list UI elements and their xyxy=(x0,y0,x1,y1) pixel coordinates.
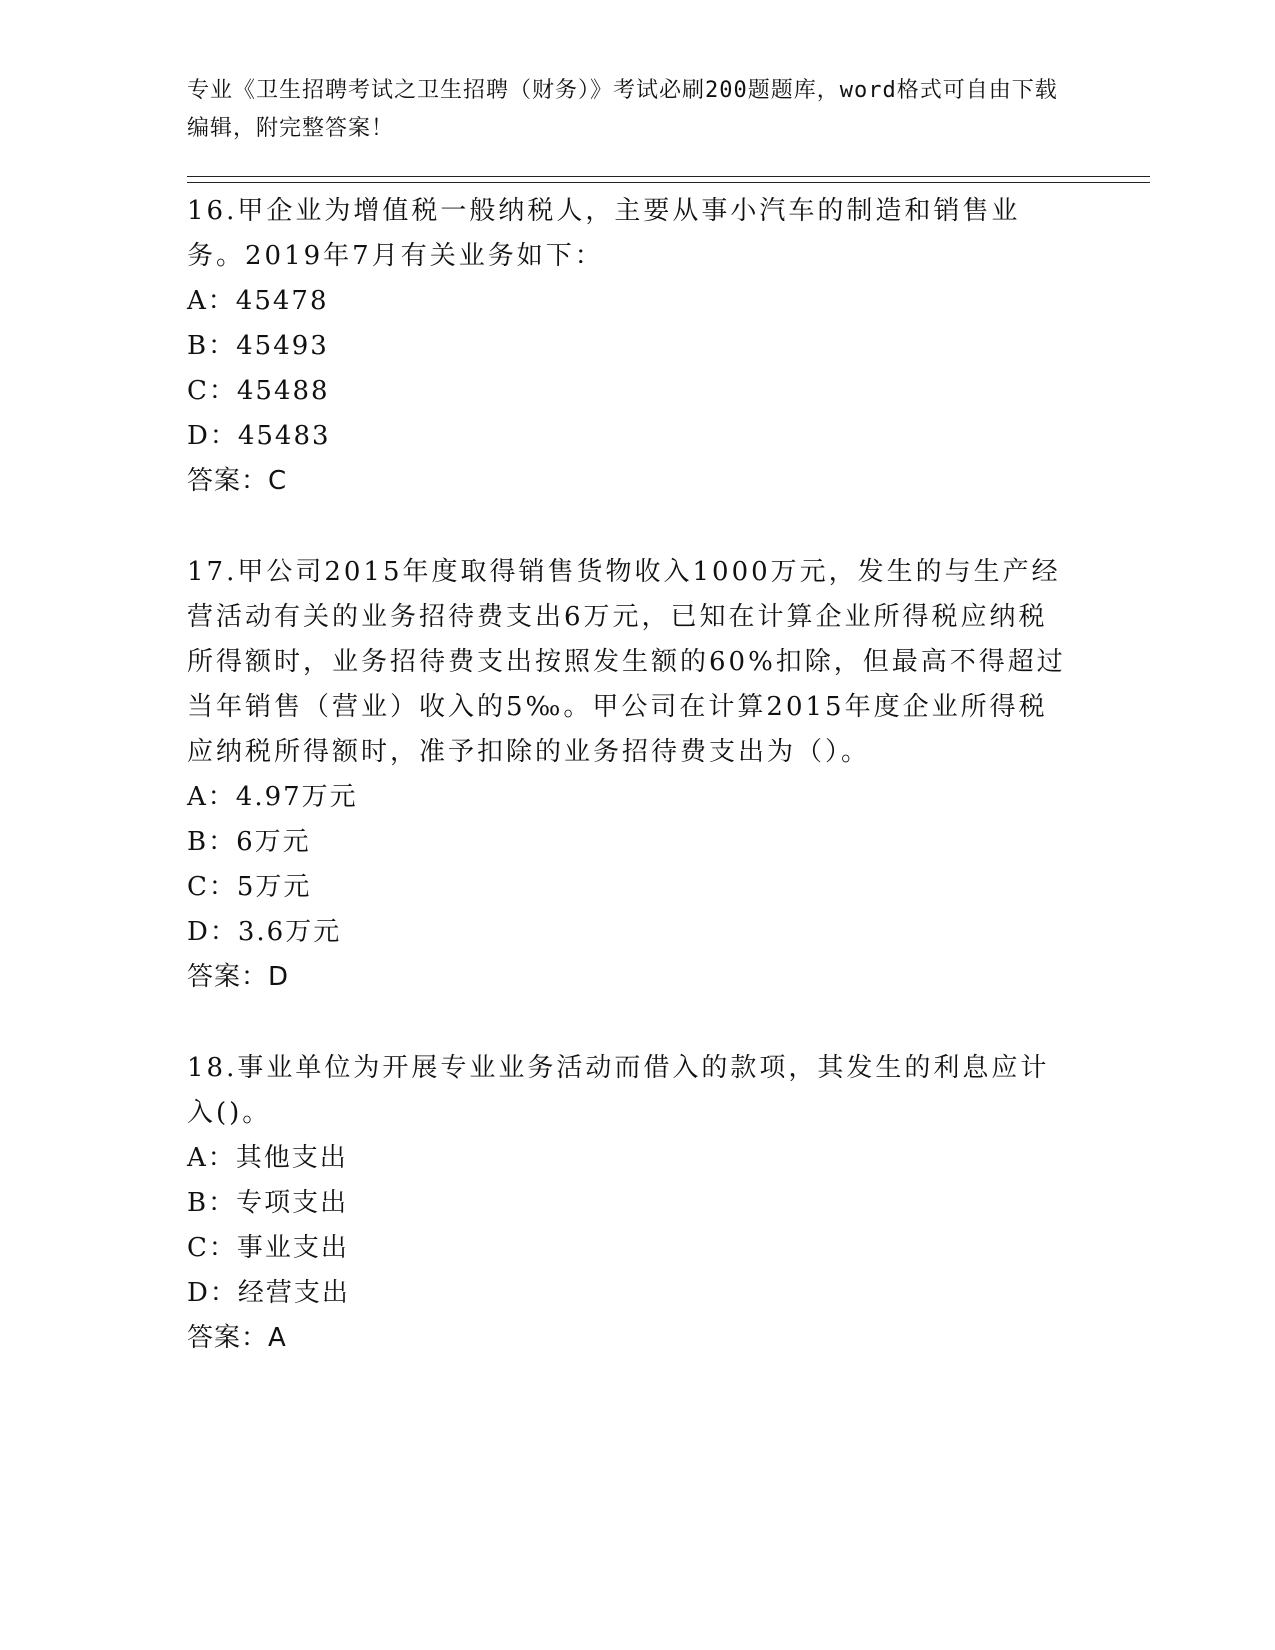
option-b: B：45493 xyxy=(187,331,329,361)
answer-line: 答案：C xyxy=(187,466,288,496)
option-c: C：45488 xyxy=(187,376,330,406)
question-stem: 16.甲企业为增值税一般纳税人，主要从事小汽车的制造和销售业务。2019年7月有关业务如下： xyxy=(187,196,1021,271)
option-b: B：专项支出 xyxy=(187,1188,349,1218)
option-d: D：45483 xyxy=(187,421,331,451)
document-header: 专业《卫生招聘考试之卫生招聘（财务）》考试必刷200题题库，word格式可自由下载编辑，附完整答案！ xyxy=(187,78,1058,141)
option-a: A：4.97万元 xyxy=(187,782,358,812)
question-stem: 17.甲公司2015年度取得销售货物收入1000万元，发生的与生产经营活动有关的业务招待费支出6万元，已知在计算企业所得税应纳税所得额时，业务招待费支出按照发生额的60%扣除，但最高不得超过当年销售（营业）收入的5‰。甲公司在计算2015年度企业所得税应纳税所得额时，准予扣除的业务招待费支出为（）。 xyxy=(187,557,1066,767)
header-divider-top xyxy=(187,176,1150,177)
header-divider-bottom xyxy=(187,182,1150,183)
option-c: C：事业支出 xyxy=(187,1233,349,1263)
option-c: C：5万元 xyxy=(187,872,312,902)
option-d: D：经营支出 xyxy=(187,1278,350,1308)
answer-line: 答案：D xyxy=(187,962,290,992)
question-16 xyxy=(187,189,1072,504)
question-stem: 18.事业单位为开展专业业务活动而借入的款项，其发生的利息应计入()。 xyxy=(187,1053,1050,1128)
question-17 xyxy=(187,550,1072,1000)
option-b: B：6万元 xyxy=(187,827,311,857)
option-a: A：45478 xyxy=(187,286,329,316)
option-d: D：3.6万元 xyxy=(187,917,342,947)
option-a: A：其他支出 xyxy=(187,1143,348,1173)
answer-line: 答案：A xyxy=(187,1323,287,1353)
question-18 xyxy=(187,1046,1072,1361)
